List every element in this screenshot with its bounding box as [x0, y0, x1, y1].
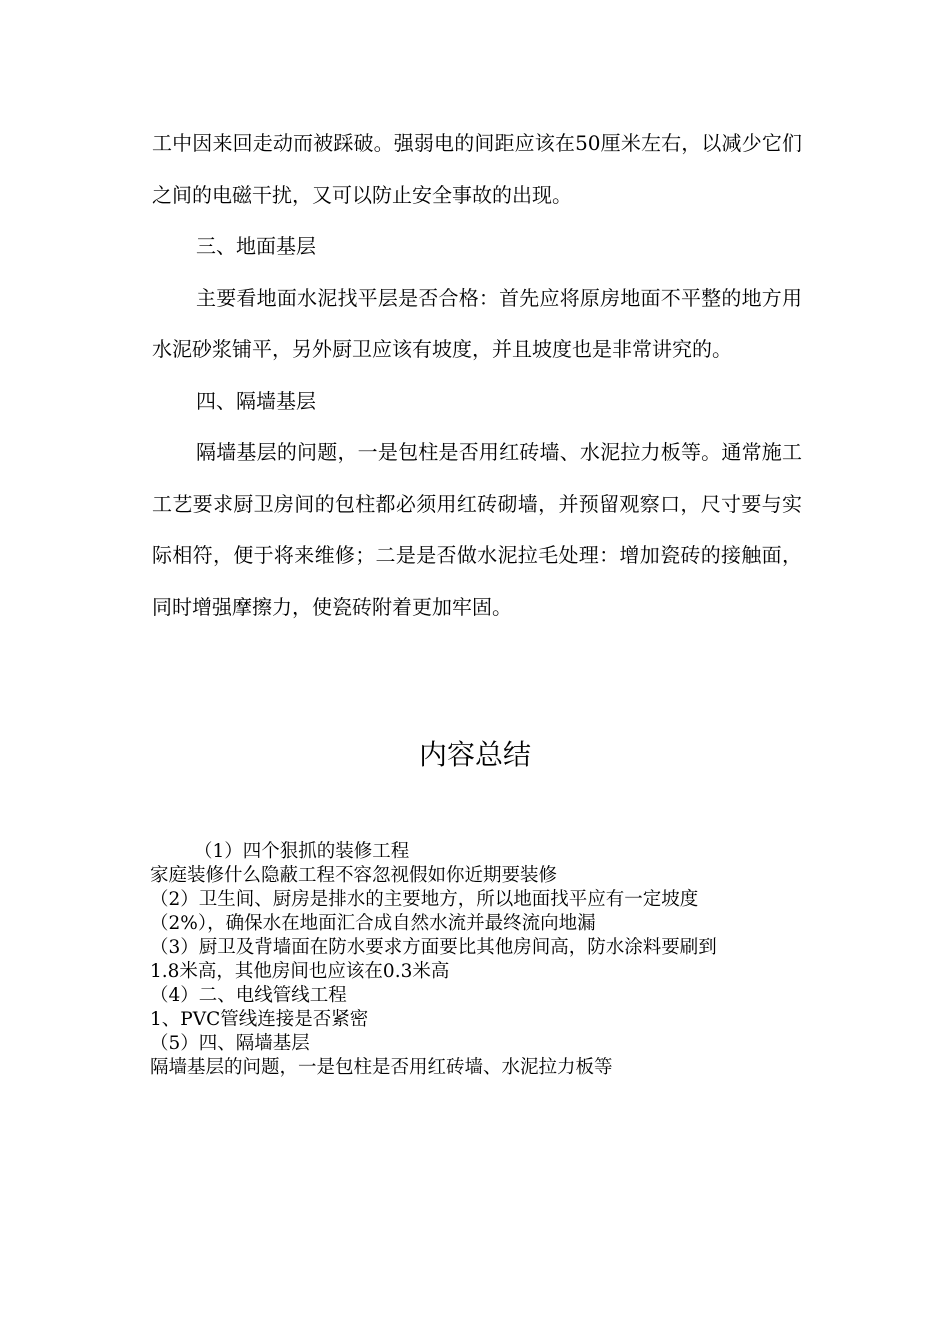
summary-line: （5）四、隔墙基层: [150, 1033, 310, 1054]
summary-line: （2%），确保水在地面汇合成自然水流并最终流向地漏: [150, 913, 596, 934]
summary-line: （1）四个狠抓的装修工程: [194, 841, 410, 862]
summary-line: （3）厨卫及背墙面在防水要求方面要比其他房间高，防水涂料要刷到: [150, 937, 717, 958]
heading-partition-base: 四、隔墙基层: [196, 388, 316, 413]
summary-line: 隔墙基层的问题，一是包柱是否用红砖墙、水泥拉力板等: [150, 1057, 613, 1078]
summary-line: （4）二、电线管线工程: [150, 985, 347, 1006]
paragraph-floor-base: 主要看地面水泥找平层是否合格：首先应将原房地面不平整的地方用水泥砂浆铺平，另外厨卫应该有坡度，并且坡度也是非常讲究的。: [152, 285, 802, 361]
paragraph-partition-base: 隔墙基层的问题，一是包柱是否用红砖墙、水泥拉力板等。通常施工工艺要求厨卫房间的包柱都必须用红砖砌墙，并预留观察口，尺寸要与实际相符，便于将来维修；二是是否做水泥拉毛处理：增加瓷砖的接触面，同时增强摩擦力，使瓷砖附着更加牢固。: [152, 440, 802, 619]
summary-title: 内容总结: [418, 738, 531, 771]
heading-floor-base: 三、地面基层: [196, 234, 316, 258]
summary-list: [150, 840, 810, 1080]
summary-line: （2）卫生间、厨房是排水的主要地方，所以地面找平应有一定坡度: [150, 889, 699, 910]
body-text: [152, 118, 802, 633]
summary-line: 家庭装修什么隐蔽工程不容忽视假如你近期要装修: [150, 865, 558, 886]
summary-line: 1、PVC管线连接是否紧密: [150, 1009, 369, 1030]
summary-line: 1.8米高，其他房间也应该在0.3米高: [150, 961, 450, 982]
paragraph-wiring-spacing: 工中因来回走动而被踩破。强弱电的间距应该在50厘米左右，以减少它们之间的电磁干扰，又可以防止安全事故的出现。: [152, 131, 802, 207]
